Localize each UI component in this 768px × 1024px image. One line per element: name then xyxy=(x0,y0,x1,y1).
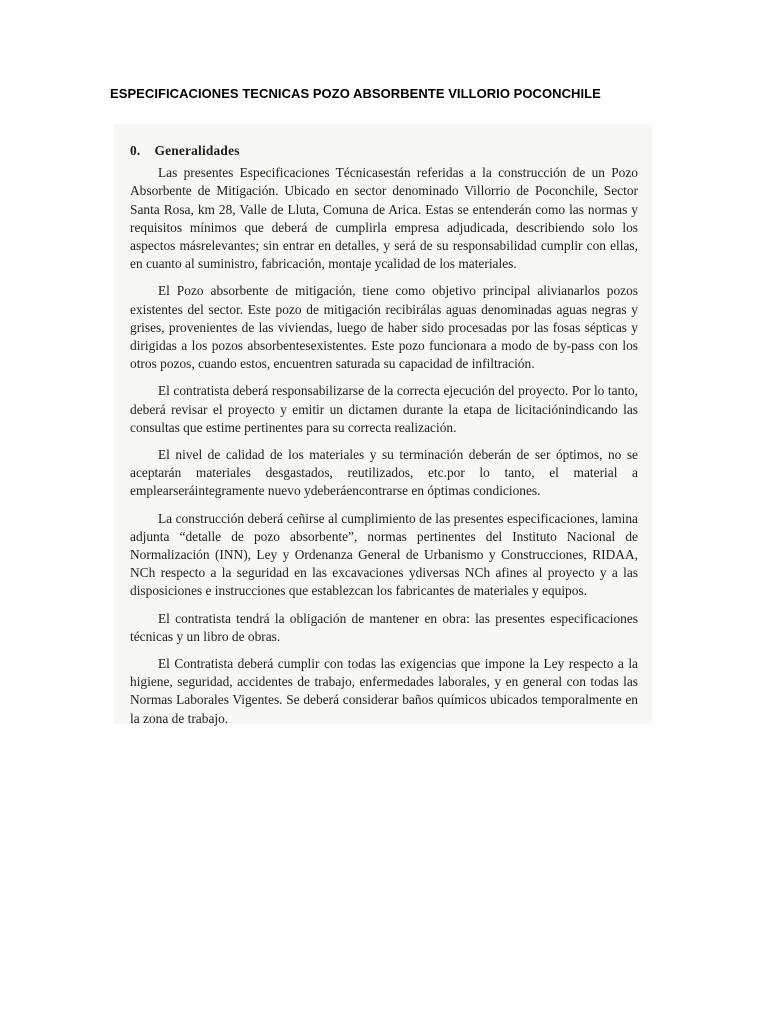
paragraph-4: El nivel de calidad de los materiales y su terminación deberán de ser óptimos, no se aceptarán materiales desgastados, reutilizados, etc.por lo tanto, el material a emplearseráintegramente nuevo ydeberáencontrarse en óptimas condiciones. xyxy=(130,447,638,499)
paragraph-7: El Contratista deberá cumplir con todas las exigencias que impone la Ley respecto a la higiene, seguridad, accidentes de trabajo, enfermedades laborales, y en general con todas las Normas Laborales Vigentes. Se deberá considerar baños químicos ubicados temporalmente en la zona de trabajo. xyxy=(130,656,638,726)
paragraph-5: La construcción deberá ceñirse al cumplimiento de las presentes especificaciones, lamina adjunta “detalle de pozo absorbente”, normas pertinentes del Instituto Nacional de Normalización (INN), Ley y Ordenanza General de Urbanismo y Construcciones, RIDAA, NCh respecto a la seguridad en las excavaciones ydiversas NCh afines al proyecto y a las disposiciones e instrucciones que establezcan los fabricantes de materiales y equipos. xyxy=(130,510,638,599)
paragraph-2: El Pozo absorbente de mitigación, tiene como objetivo principal alivianarlos pozos existentes del sector. Este pozo de mitigación recibirálas aguas denominadas aguas negras y grises, provenientes de las viviendas, luego de haber sido procesadas por las fosas sépticas y dirigidas a los pozos absorbentesexistentes. Este pozo funcionara a modo de by-pass con los otros pozos, cuando estos, encuentren saturada su capacidad de infiltración. xyxy=(130,283,638,372)
scanned-page-image xyxy=(114,124,652,724)
scanned-text-block xyxy=(130,142,638,737)
paragraph-1: Las presentes Especificaciones Técnicasestán referidas a la construcción de un Pozo Absorbente de Mitigación. Ubicado en sector denominado Villorrio de Poconchile, Sector Santa Rosa, km 28, Valle de Lluta, Comuna de Arica. Estas se entenderán como las normas y requisitos mínimos que deberá de cumplirla empresa adjudicada, describiendo solo los aspectos másrelevantes; sin entrar en detalles, y será de su responsabilidad cumplir con ellas, en cuanto al suministro, fabricación, montaje ycalidad de los materiales. xyxy=(130,165,638,272)
section-heading xyxy=(130,142,638,160)
document-title: ESPECIFICACIONES TECNICAS POZO ABSORBENTE VILLORIO POCONCHILE xyxy=(110,86,601,101)
paragraph-6: El contratista tendrá la obligación de mantener en obra: las presentes especificaciones técnicas y un libro de obras. xyxy=(130,610,638,644)
section-number: 0. xyxy=(130,143,141,158)
paragraph-3: El contratista deberá responsabilizarse de la correcta ejecución del proyecto. Por lo tanto, deberá revisar el proyecto y emitir un dictamen durante la etapa de licitaciónindicando las consultas que estime pertinentes para su correcta realización. xyxy=(130,383,638,435)
section-title: Generalidades xyxy=(154,143,240,158)
